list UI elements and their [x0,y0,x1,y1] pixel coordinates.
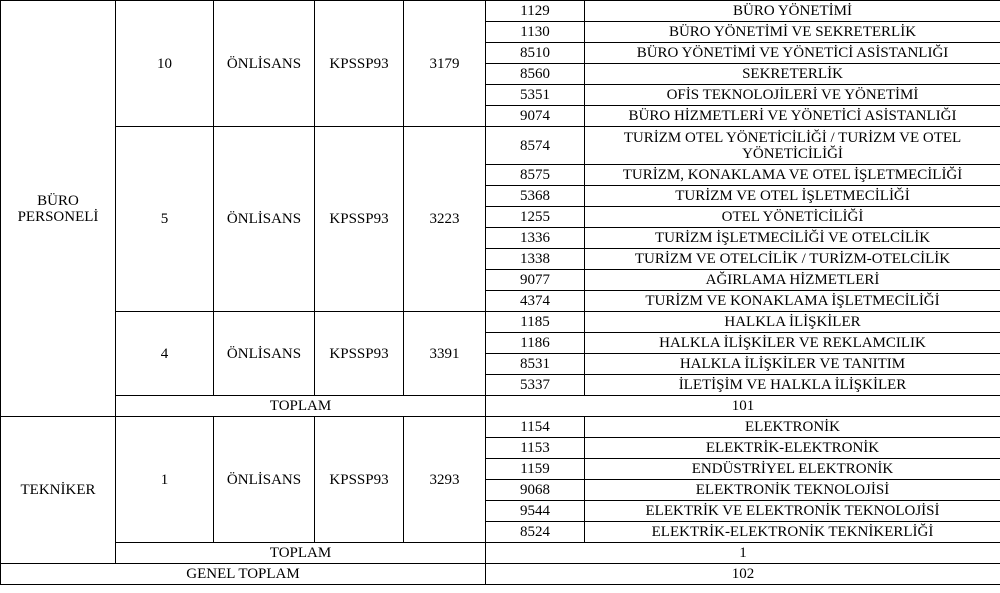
subtotal-label: TOPLAM [116,396,486,417]
program-code-cell: 5337 [486,375,585,396]
count-cell: 5 [116,127,214,312]
program-name-cell: AĞIRLAMA HİZMETLERİ [585,270,1000,291]
program-name-cell: SEKRETERLİK [585,64,1000,85]
exam-cell: KPSSP93 [315,127,404,312]
count-cell: 10 [116,1,214,127]
program-name-cell: OFİS TEKNOLOJİLERİ VE YÖNETİMİ [585,85,1000,106]
program-name-cell: TURİZM VE KONAKLAMA İŞLETMECİLİĞİ [585,291,1000,312]
table-row [1,127,1000,165]
program-name-cell: TURİZM VE OTEL İŞLETMECİLİĞİ [585,186,1000,207]
program-name-cell: HALKLA İLİŞKİLER VE REKLAMCILIK [585,333,1000,354]
program-name-cell: ELEKTRİK-ELEKTRONİK [585,438,1000,459]
education-cell: ÖNLİSANS [214,312,315,396]
program-name-cell: BÜRO YÖNETİMİ VE YÖNETİCİ ASİSTANLIĞI [585,43,1000,64]
subtotal-row [1,396,1000,417]
program-code-cell: 8510 [486,43,585,64]
program-name-cell: ELEKTRİK VE ELEKTRONİK TEKNOLOJİSİ [585,501,1000,522]
program-name-cell: OTEL YÖNETİCİLİĞİ [585,207,1000,228]
table-body [1,1,1000,585]
program-code-cell: 9544 [486,501,585,522]
grand-total-row [1,564,1000,585]
program-name-cell: ELEKTRONİK [585,417,1000,438]
count-cell: 4 [116,312,214,396]
position-cell: TEKNİKER [1,417,116,564]
education-cell: ÖNLİSANS [214,1,315,127]
program-code-cell: 8560 [486,64,585,85]
position-code-cell: 3391 [404,312,486,396]
program-name-cell: TURİZM OTEL YÖNETİCİLİĞİ / TURİZM VE OTEL YÖNETİCİLİĞİ [585,127,1000,165]
program-code-cell: 1130 [486,22,585,43]
program-code-cell: 8524 [486,522,585,543]
program-name-cell: HALKLA İLİŞKİLER [585,312,1000,333]
subtotal-label: TOPLAM [116,543,486,564]
table-row [1,417,1000,438]
exam-cell: KPSSP93 [315,417,404,543]
program-code-cell: 1154 [486,417,585,438]
program-code-cell: 8531 [486,354,585,375]
count-cell: 1 [116,417,214,543]
table-row [1,312,1000,333]
program-name-cell: BÜRO YÖNETİMİ [585,1,1000,22]
program-code-cell: 1336 [486,228,585,249]
program-code-cell: 1338 [486,249,585,270]
program-code-cell: 4374 [486,291,585,312]
program-code-cell: 5351 [486,85,585,106]
position-code-cell: 3293 [404,417,486,543]
program-name-cell: ENDÜSTRİYEL ELEKTRONİK [585,459,1000,480]
subtotal-row [1,543,1000,564]
program-code-cell: 1129 [486,1,585,22]
program-name-cell: BÜRO YÖNETİMİ VE SEKRETERLİK [585,22,1000,43]
program-code-cell: 1186 [486,333,585,354]
education-cell: ÖNLİSANS [214,127,315,312]
program-code-cell: 8575 [486,165,585,186]
program-code-cell: 1255 [486,207,585,228]
program-code-cell: 9077 [486,270,585,291]
program-name-cell: ELEKTRİK-ELEKTRONİK TEKNİKERLİĞİ [585,522,1000,543]
subtotal-value: 101 [486,396,1000,417]
program-code-cell: 1159 [486,459,585,480]
program-name-cell: TURİZM, KONAKLAMA VE OTEL İŞLETMECİLİĞİ [585,165,1000,186]
program-code-cell: 1153 [486,438,585,459]
position-cell: BÜRO PERSONELİ [1,1,116,417]
position-code-cell: 3223 [404,127,486,312]
program-code-cell: 8574 [486,127,585,165]
program-code-cell: 9074 [486,106,585,127]
program-name-cell: ELEKTRONİK TEKNOLOJİSİ [585,480,1000,501]
program-name-cell: HALKLA İLİŞKİLER VE TANITIM [585,354,1000,375]
grand-total-label: GENEL TOPLAM [1,564,486,585]
position-code-cell: 3179 [404,1,486,127]
education-cell: ÖNLİSANS [214,417,315,543]
program-name-cell: BÜRO HİZMETLERİ VE YÖNETİCİ ASİSTANLIĞI [585,106,1000,127]
exam-cell: KPSSP93 [315,312,404,396]
program-name-cell: İLETİŞİM VE HALKLA İLİŞKİLER [585,375,1000,396]
program-code-cell: 1185 [486,312,585,333]
program-name-cell: TURİZM İŞLETMECİLİĞİ VE OTELCİLİK [585,228,1000,249]
subtotal-value: 1 [486,543,1000,564]
program-code-cell: 5368 [486,186,585,207]
grand-total-value: 102 [486,564,1000,585]
program-code-cell: 9068 [486,480,585,501]
program-name-cell: TURİZM VE OTELCİLİK / TURİZM-OTELCİLİK [585,249,1000,270]
exam-cell: KPSSP93 [315,1,404,127]
table-row [1,1,1000,22]
